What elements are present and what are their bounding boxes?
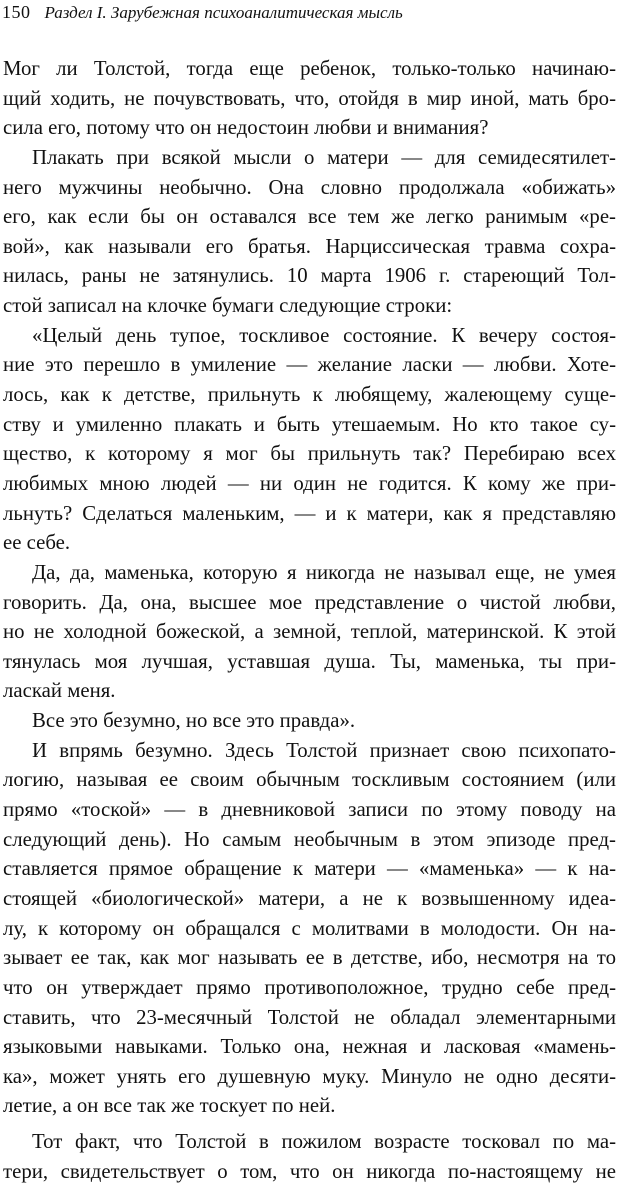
- text-line: ставляется прямое обращение к матери — «маменька» — к на-: [3, 857, 616, 881]
- text-line: стоящей «биологической» матери, а не к возвышенному идеа-: [3, 886, 616, 910]
- text-line: прямо «тоской» — в дневниковой записи по этому поводу на: [3, 798, 616, 822]
- text-line: логию, называя ее своим обычным тоскливым состоянием (или: [3, 768, 616, 792]
- text-line: любимых мною людей — ни один не годится. К кому же при-: [3, 471, 616, 495]
- text-line: тери, свидетельствует о том, что он никогда по-настоящему не: [3, 1159, 616, 1183]
- page-number: 150: [2, 2, 31, 22]
- text-line: Плакать при всякой мысли о матери — для семидесятилет-: [32, 145, 616, 169]
- text-line: лось, как к детстве, прильнуть к любящему, жалеющему суще-: [3, 383, 616, 407]
- text-line: Да, да, маменька, которую я никогда не называл еще, не умея: [32, 560, 616, 584]
- text-line: вой», как называли его братья. Нарциссическая травма сохра-: [3, 234, 616, 258]
- text-line: его, как если бы он оставался все тем же легко ранимым «ре-: [3, 205, 616, 229]
- text-line: Тот факт, что Толстой в пожилом возрасте тосковал по ма-: [32, 1130, 616, 1154]
- text-line: следующий день). Но самым необычным в этом эпизоде пред-: [3, 827, 616, 851]
- body-text: [3, 54, 616, 1186]
- text-line: стой записал на клочке бумаги следующие строки:: [3, 294, 453, 318]
- text-line: ее себе.: [3, 531, 71, 555]
- text-line: зывает ее так, как мог называть ее в детстве, ибо, несмотря на то: [3, 946, 616, 970]
- text-line: летие, а он все так же тоскует по ней.: [3, 1094, 336, 1118]
- text-line: что он утверждает прямо противоположное, трудно себе пред-: [3, 975, 616, 999]
- text-line: тянулась моя лучшая, уставшая душа. Ты, маменька, ты при-: [3, 649, 616, 673]
- text-line: ству и умиленно плакать и быть утешаемым. Но кто такое су-: [3, 412, 616, 436]
- text-line: Все это безумно, но все это правда».: [32, 709, 356, 733]
- text-line: «Целый день тупое, тоскливое состояние. К вечеру состоя-: [32, 323, 616, 347]
- text-line: ласкай меня.: [3, 679, 116, 703]
- text-line: говорить. Да, она, высшее мое представление о чистой любви,: [3, 590, 616, 614]
- text-line: ставить, что 23-месячный Толстой не обладал элементарными: [3, 1005, 616, 1029]
- text-line: щество, к которому я мог бы прильнуть так? Перебираю всех: [3, 442, 616, 466]
- text-line: Мог ли Толстой, тогда еще ребенок, только-только начинаю-: [3, 57, 616, 80]
- text-line: льнуть? Сделаться маленьким, — и к матери, как я представляю: [3, 501, 616, 525]
- text-line: нилась, раны не затянулись. 10 марта 1906 г. стареющий Тол-: [3, 264, 616, 288]
- running-title: Раздел I. Зарубежная психоаналитическая мысль: [44, 3, 403, 22]
- running-header: [2, 1, 403, 27]
- text-line: щий ходить, не почувствовать, что, отойдя в мир иной, мать бро-: [3, 86, 616, 110]
- text-line: него мужчины необычно. Она словно продолжала «обижать»: [3, 175, 616, 199]
- text-line: сила его, потому что он недостоин любви и внимания?: [3, 116, 489, 140]
- text-line: но не холодной божеской, а земной, теплой, материнской. К этой: [3, 620, 616, 644]
- text-line: лу, к которому он обращался с молитвами в молодости. Он на-: [3, 916, 616, 940]
- text-line: И впрямь безумно. Здесь Толстой признает свою психопато-: [32, 738, 616, 762]
- text-line: ние это перешло в умиление — желание ласки — любви. Хоте-: [3, 353, 616, 377]
- text-line: языковыми навыками. Только она, нежная и ласковая «мамень-: [3, 1035, 616, 1059]
- text-line: ка», может унять его душевную муку. Минуло не одно десяти-: [3, 1064, 616, 1088]
